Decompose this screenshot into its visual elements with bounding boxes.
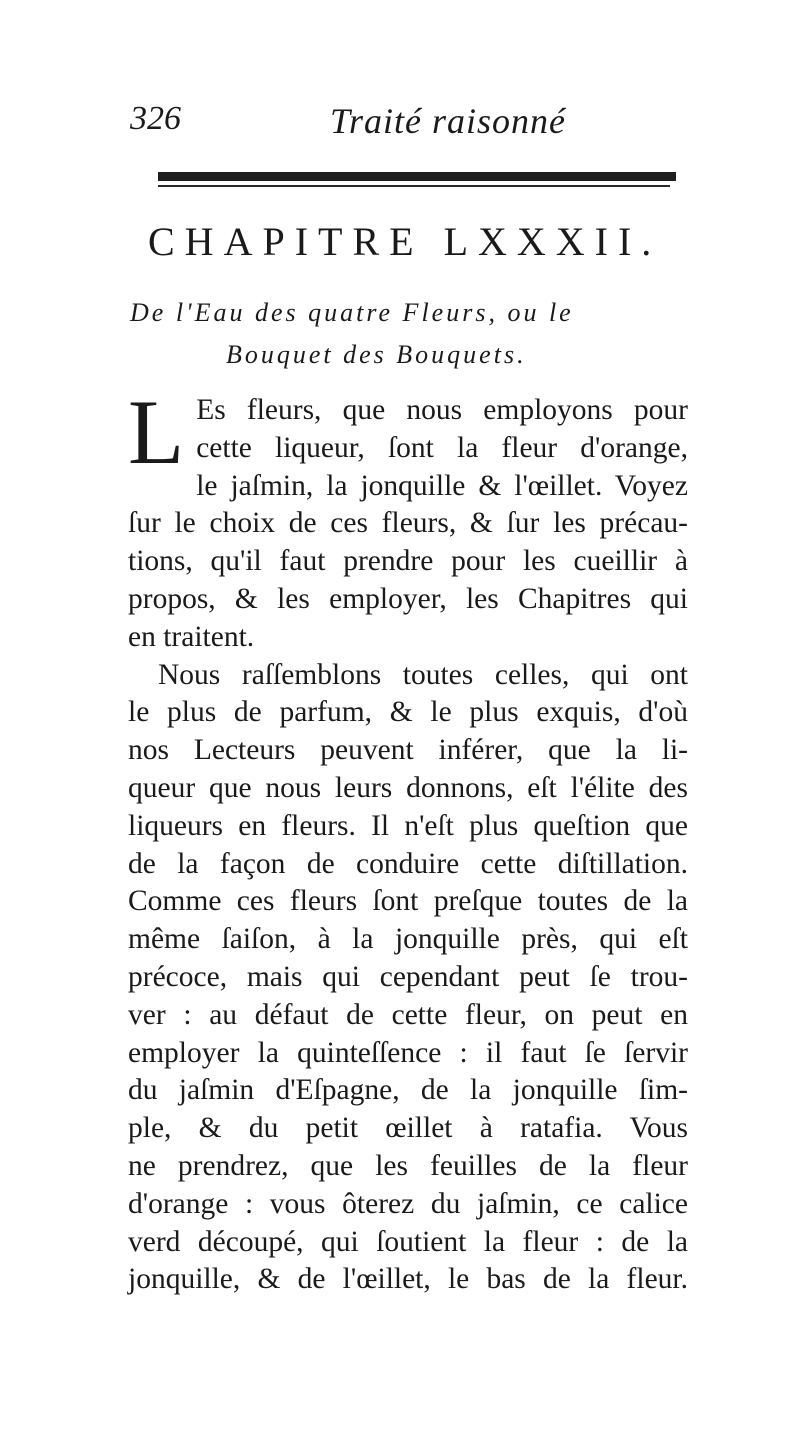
- text-line: tions, qu'il faut prendre pour les cueillir à: [128, 545, 688, 578]
- body-text: [128, 381, 688, 1299]
- text-line: ſur le choix de ces fleurs, & ſur les précau-: [128, 507, 688, 540]
- text-line: Es fleurs, que nous employons pour: [196, 394, 688, 426]
- text-line: d'orange : vous ôterez du jaſmin, ce calice: [128, 1187, 688, 1220]
- text-line: du jaſmin d'Eſpagne, de la jonquille ſim-: [128, 1074, 688, 1107]
- text-line: Nous raſſemblons toutes celles, qui ont: [158, 658, 688, 691]
- header-rule-thick: [158, 172, 676, 181]
- text-line: nos Lecteurs peuvent inférer, que la li-: [128, 734, 688, 767]
- text-line: en traitent.: [128, 620, 255, 653]
- text-line: propos, & les employer, les Chapitres qui: [128, 582, 688, 615]
- header-rule-thin: [158, 185, 670, 187]
- chapter-subtitle: [130, 292, 700, 376]
- text-line: ne prendrez, que les feuilles de la fleur: [128, 1149, 688, 1182]
- text-line: cette liqueur, ſont la fleur d'orange,: [196, 431, 688, 464]
- chapter-subtitle-line-1: De l'Eau des quatre Fleurs, ou le: [130, 298, 574, 327]
- text-line: le plus de parfum, & le plus exquis, d'où: [128, 696, 688, 729]
- text-line: employer la quinteſſence : il faut ſe ſervir: [128, 1036, 688, 1069]
- drop-cap: L: [128, 381, 185, 483]
- text-line: jonquille, & de l'œillet, le bas de la fleur.: [128, 1263, 688, 1296]
- text-line: liqueurs en fleurs. Il n'eſt plus queſtion que: [128, 809, 688, 842]
- text-line: queur que nous leurs donnons, eſt l'élite des: [128, 771, 688, 804]
- running-title: Traité raisonné: [330, 101, 567, 141]
- paragraph-1: [128, 381, 688, 657]
- running-head: [130, 100, 690, 150]
- text-line: précoce, mais qui cependant peut ſe trou-: [128, 960, 688, 993]
- text-line: même ſaiſon, à la jonquille près, qui eſt: [128, 923, 688, 956]
- page-number: 326: [130, 100, 181, 137]
- text-line: ver : au défaut de cette fleur, on peut en: [128, 998, 688, 1031]
- chapter-heading: CHAPITRE LXXXII.: [148, 219, 662, 264]
- paragraph-2: [128, 657, 688, 1300]
- text-line: de la façon de conduire cette diſtillation.: [128, 847, 688, 880]
- text-line: verd découpé, qui ſoutient la fleur : de la: [128, 1225, 688, 1258]
- text-line: le jaſmin, la jonquille & l'œillet. Voyez: [196, 469, 688, 502]
- text-line: Comme ces fleurs ſont preſque toutes de la: [128, 885, 688, 918]
- text-line: ple, & du petit œillet à ratafia. Vous: [128, 1112, 688, 1145]
- chapter-subtitle-line-2: Bouquet des Bouquets.: [226, 340, 527, 369]
